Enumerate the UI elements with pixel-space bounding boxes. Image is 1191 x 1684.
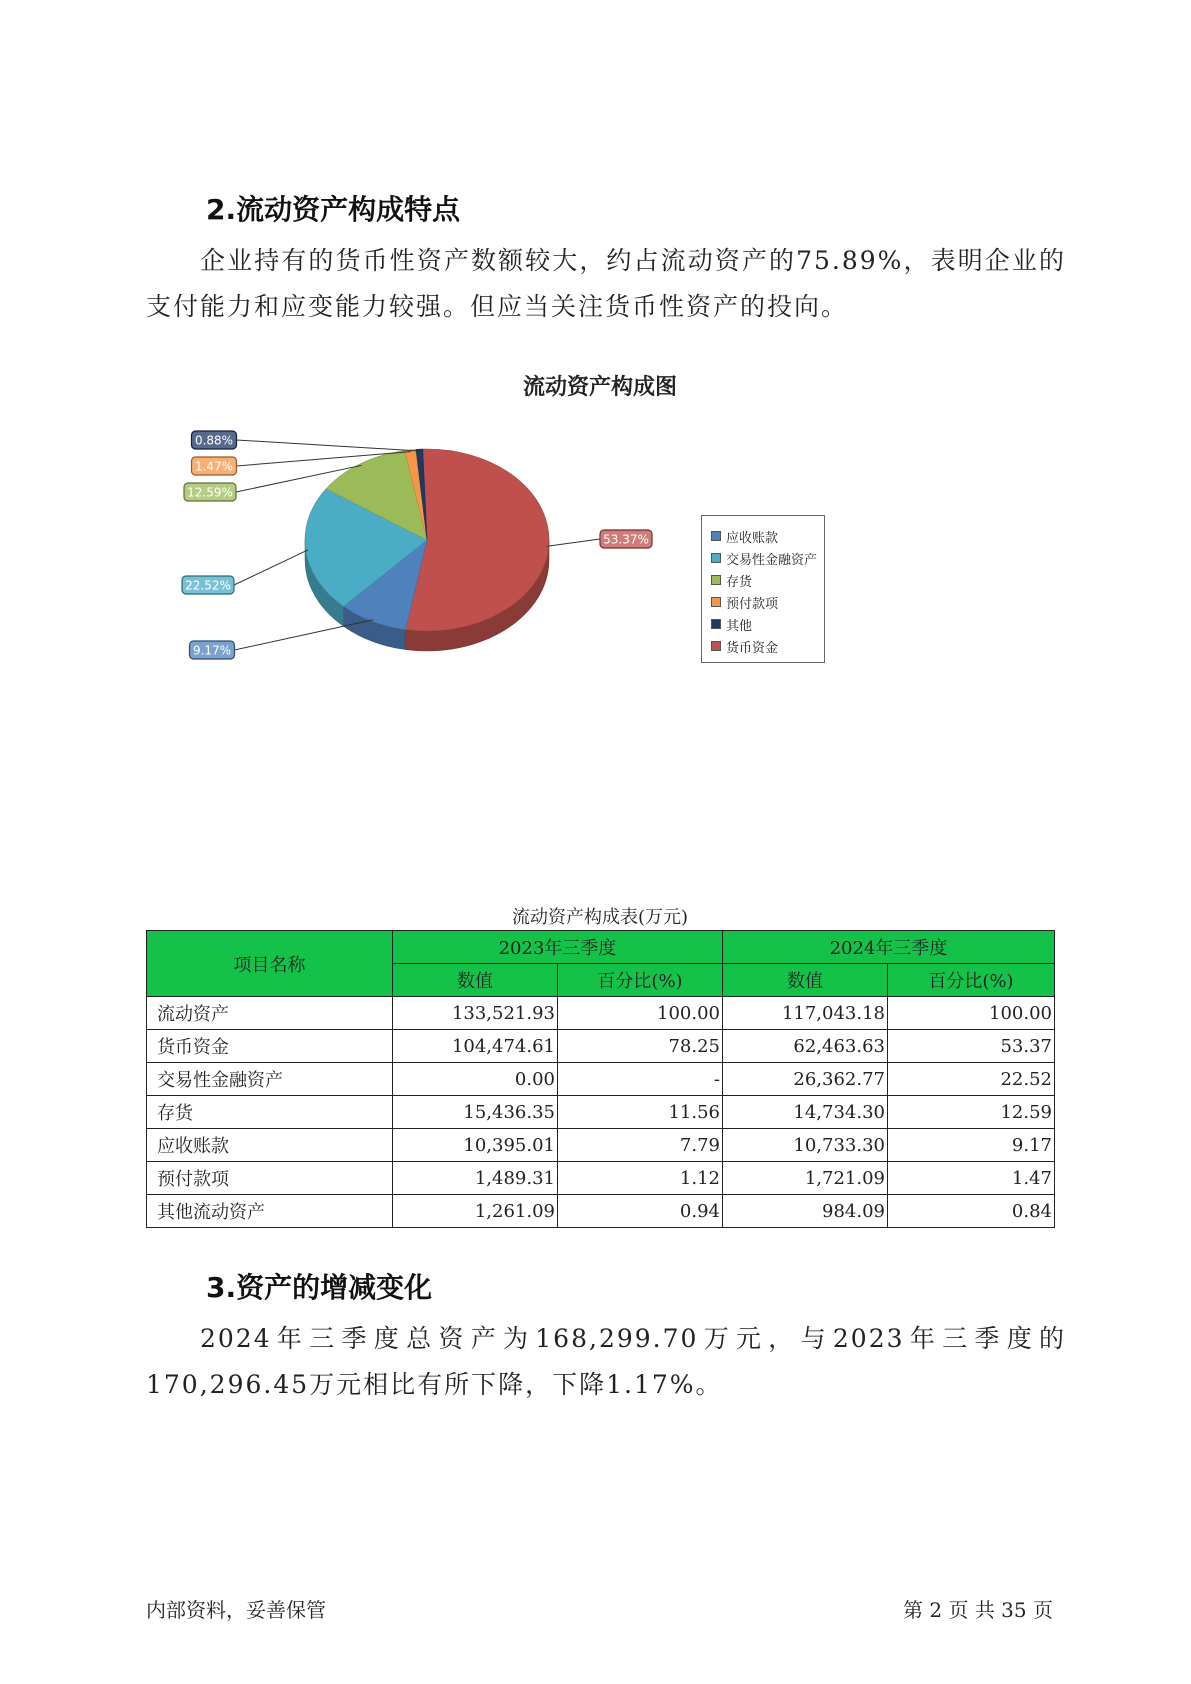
footer-confidential-note: 内部资料，妥善保管 xyxy=(146,1598,326,1622)
percent-2024: 9.17 xyxy=(888,1129,1055,1162)
legend-item xyxy=(711,591,824,613)
pie-leader-line-5 xyxy=(237,440,420,451)
percent-2024: 100.00 xyxy=(888,997,1055,1030)
chart-title: 流动资产构成图 xyxy=(522,375,677,400)
percent-2023: 11.56 xyxy=(558,1096,723,1129)
pie-data-label-1: 9.17% xyxy=(192,643,232,658)
legend-swatch xyxy=(711,597,721,607)
legend-label: 交易性金融资产 xyxy=(726,552,818,568)
percent-2023: 78.25 xyxy=(558,1030,723,1063)
percent-2023: 0.94 xyxy=(558,1195,723,1228)
section-3-heading: 3.资产的增减变化 xyxy=(206,1271,433,1304)
legend-label: 预付款项 xyxy=(726,596,779,612)
legend-label: 其他 xyxy=(726,618,753,634)
pie-data-label-2: 22.52% xyxy=(185,578,231,593)
row-name: 交易性金融资产 xyxy=(147,1063,393,1096)
pie-leader-line-0 xyxy=(546,539,600,546)
value-2023: 1,261.09 xyxy=(393,1195,558,1228)
value-2023: 15,436.35 xyxy=(393,1096,558,1129)
table-row xyxy=(147,1063,1055,1096)
legend-label: 货币资金 xyxy=(726,640,779,656)
table-row xyxy=(147,1096,1055,1129)
pie-leader-line-2 xyxy=(234,550,308,585)
legend-item xyxy=(711,569,824,591)
percent-2023: 100.00 xyxy=(558,997,723,1030)
section-3-paragraph: 2024年三季度总资产为168,299.70万元，与2023年三季度的170,296.45万元相比有所下降，下降1.17%。 xyxy=(146,1324,1066,1399)
header-value-2023: 数值 xyxy=(393,964,558,997)
legend-item xyxy=(711,635,824,657)
value-2024: 984.09 xyxy=(723,1195,888,1228)
header-percent-2023: 百分比(%) xyxy=(558,964,723,997)
row-name: 存货 xyxy=(147,1096,393,1129)
pie-leader-line-1 xyxy=(235,620,374,650)
legend-item xyxy=(711,525,824,547)
section-2-heading: 2.流动资产构成特点 xyxy=(206,193,461,226)
table-row xyxy=(147,1030,1055,1063)
legend-item xyxy=(711,613,824,635)
legend-label: 存货 xyxy=(726,574,753,590)
value-2023: 10,395.01 xyxy=(393,1129,558,1162)
percent-2023: 1.12 xyxy=(558,1162,723,1195)
percent-2024: 53.37 xyxy=(888,1030,1055,1063)
value-2023: 1,489.31 xyxy=(393,1162,558,1195)
value-2024: 14,734.30 xyxy=(723,1096,888,1129)
row-name: 货币资金 xyxy=(147,1030,393,1063)
pie-chart xyxy=(0,0,1191,720)
table-row xyxy=(147,1162,1055,1195)
footer-page-number: 第 2 页 共 35 页 xyxy=(903,1598,1053,1622)
header-value-2024: 数值 xyxy=(723,964,888,997)
table-row xyxy=(147,1195,1055,1228)
legend-swatch xyxy=(711,575,721,585)
value-2024: 117,043.18 xyxy=(723,997,888,1030)
value-2024: 62,463.63 xyxy=(723,1030,888,1063)
current-assets-table xyxy=(146,930,1055,1228)
percent-2024: 1.47 xyxy=(888,1162,1055,1195)
legend-item xyxy=(711,547,824,569)
header-period-2023: 2023年三季度 xyxy=(393,931,723,964)
percent-2024: 22.52 xyxy=(888,1063,1055,1096)
percent-2023: - xyxy=(558,1063,723,1096)
percent-2024: 0.84 xyxy=(888,1195,1055,1228)
section-2-paragraph: 企业持有的货币性资产数额较大，约占流动资产的75.89%，表明企业的支付能力和应变能力较强。但应当关注货币性资产的投向。 xyxy=(146,246,1066,321)
header-percent-2024: 百分比(%) xyxy=(888,964,1055,997)
pie-data-label-5: 0.88% xyxy=(194,433,234,448)
row-name: 其他流动资产 xyxy=(147,1195,393,1228)
value-2023: 104,474.61 xyxy=(393,1030,558,1063)
pie-data-label-3: 12.59% xyxy=(187,485,233,500)
chart-legend xyxy=(701,515,825,663)
value-2023: 133,521.93 xyxy=(393,997,558,1030)
header-item-name: 项目名称 xyxy=(147,931,393,997)
legend-label: 应收账款 xyxy=(726,530,779,546)
row-name: 预付款项 xyxy=(147,1162,393,1195)
value-2024: 10,733.30 xyxy=(723,1129,888,1162)
table-caption: 流动资产构成表(万元) xyxy=(511,907,689,928)
pie-data-label-4: 1.47% xyxy=(194,459,234,474)
header-period-2024: 2024年三季度 xyxy=(723,931,1055,964)
value-2024: 26,362.77 xyxy=(723,1063,888,1096)
legend-swatch xyxy=(711,553,721,563)
legend-swatch xyxy=(711,641,721,651)
legend-swatch xyxy=(711,619,721,629)
table-row xyxy=(147,997,1055,1030)
value-2023: 0.00 xyxy=(393,1063,558,1096)
value-2024: 1,721.09 xyxy=(723,1162,888,1195)
percent-2024: 12.59 xyxy=(888,1096,1055,1129)
row-name: 应收账款 xyxy=(147,1129,393,1162)
percent-2023: 7.79 xyxy=(558,1129,723,1162)
legend-swatch xyxy=(711,531,721,541)
pie-data-label-0: 53.37% xyxy=(603,532,649,547)
table-row xyxy=(147,1129,1055,1162)
pie-slices xyxy=(305,449,549,631)
row-name: 流动资产 xyxy=(147,997,393,1030)
